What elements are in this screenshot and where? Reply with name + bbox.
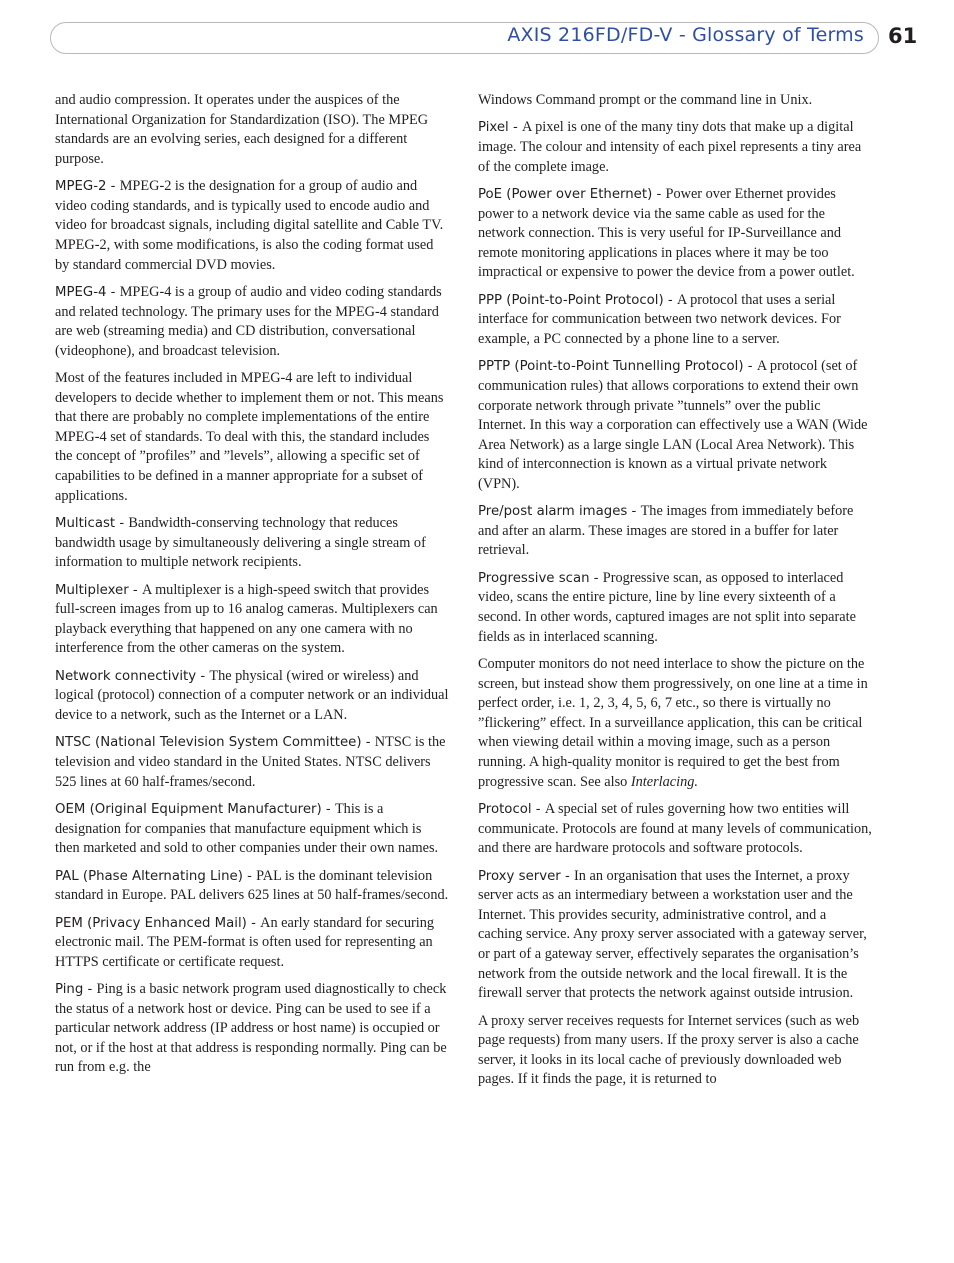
- document-title: AXIS 216FD/FD-V - Glossary of Terms: [507, 24, 864, 46]
- glossary-entry: [478, 800, 872, 859]
- glossary-definition: A protocol (set of communication rules) that allows corporations to extend their own corporate network through private ”tunnels” over the public Internet. In this way a corporation can effectively use a WAN (Wide Area Network) as a large single LAN (Local Area Network). This kind of interconnection is known as a virtual private network (VPN).: [478, 358, 868, 492]
- glossary-term: NTSC (National Television System Committee) -: [55, 735, 375, 751]
- glossary-entry: [55, 177, 449, 275]
- glossary-entry: [55, 514, 449, 573]
- glossary-definition: A multiplexer is a high-speed switch that provides full-screen images from up to 16 analog cameras. Multiplexers can playback everything that happened on any one camera with no interference from the other cameras on the system.: [55, 581, 438, 657]
- glossary-entry: [55, 980, 449, 1078]
- glossary-entry: [478, 118, 872, 177]
- glossary-definition: Most of the features included in MPEG-4 are left to individual developers to decide whether to implement them or not. This means that there are probably no complete implementations of the entire MPEG-4 set of standards. To deal with this, the standard includes the concept of ”profiles” and ”levels”, allowing a specific set of capabilities to be defined in a manner appropriate for a subset of applications.: [55, 370, 444, 504]
- left-column: [55, 91, 449, 1086]
- glossary-definition: Progressive scan, as opposed to interlaced video, scans the entire picture, line by line every sixteenth of a second. In other words, captured images are not split into separate fields as in interlaced scanning.: [478, 569, 856, 645]
- glossary-term: Pixel -: [478, 120, 523, 136]
- glossary-definition: A protocol that uses a serial interface for communication between two network devices. For example, a PC connected by a phone line to a server.: [478, 291, 841, 347]
- glossary-definition: In an organisation that uses the Internet, a proxy server acts as an intermediary between a workstation user and the Internet. This provides security, administrative control, and a caching service. Any proxy server associated with a gateway server, or part of a gateway server, effectively separates the organisation’s network from the outside network and the local firewall. It is the firewall server that protects the network against outside intrusion.: [478, 867, 867, 1002]
- glossary-entry: [55, 91, 449, 169]
- glossary-term: OEM (Original Equipment Manufacturer) -: [55, 801, 335, 817]
- glossary-term: MPEG-4 -: [55, 284, 120, 300]
- glossary-definition: and audio compression. It operates under the auspices of the International Organization for Standardization (ISO). The MPEG standards are an evolving series, each designed for a different purpose.: [55, 92, 429, 167]
- glossary-definition: A proxy server receives requests for Internet services (such as web page requests) from many users. If the proxy server is also a cache server, it looks in its local cache of previously downloaded web pages. If it finds the page, it is returned to: [478, 1012, 860, 1088]
- glossary-entry: [478, 91, 872, 111]
- right-column: [478, 91, 872, 1098]
- glossary-definition: A special set of rules governing how two entities will communicate. Protocols are found at many levels of communication, and there are hardware protocols and software protocols.: [478, 800, 872, 857]
- page-number: 61: [888, 24, 918, 48]
- glossary-entry: [478, 291, 872, 350]
- glossary-entry: [55, 283, 449, 361]
- glossary-entry: [55, 733, 449, 792]
- glossary-definition: MPEG-4 is a group of audio and video coding standards and related technology. The primary uses for the MPEG-4 standard are web (streaming media) and CD distribution, conversational (videophone), and broadcast television.: [55, 283, 442, 359]
- glossary-entry: [478, 569, 872, 647]
- glossary-term: MPEG-2 -: [55, 179, 120, 195]
- glossary-definition: A pixel is one of the many tiny dots that make up a digital image. The colour and intensity of each pixel represents a tiny area of the complete image.: [478, 119, 862, 175]
- glossary-entry: [478, 655, 872, 792]
- glossary-term: Multiplexer -: [55, 582, 142, 598]
- glossary-entry: [55, 667, 449, 726]
- glossary-term: PEM (Privacy Enhanced Mail) -: [55, 915, 261, 931]
- glossary-definition: NTSC is the television and video standard in the United States. NTSC delivers 525 lines at 60 half-frames/second.: [55, 734, 446, 790]
- glossary-entry: [55, 867, 449, 906]
- glossary-definition: Computer monitors do not need interlace to show the picture on the screen, but instead show them progressively, on one line at a time in perfect order, i.e. 1, 2, 3, 4, 5, 6, 7 etc., so there is virtually no ”flickering” effect. In a surveillance application, this can be critical when viewing detail within a moving image, such as a person running. A high-quality monitor is required to get the best from progressive scan. See also: [478, 656, 868, 790]
- glossary-term: Progressive scan -: [478, 570, 603, 586]
- glossary-definition: Windows Command prompt or the command line in Unix.: [478, 92, 813, 108]
- glossary-term: Ping -: [55, 982, 97, 998]
- glossary-term: PAL (Phase Alternating Line) -: [55, 868, 257, 884]
- glossary-term: PPP (Point-to-Point Protocol) -: [478, 292, 677, 308]
- glossary-definition: The images from immediately before and after an alarm. These images are stored in a buffer for later retrieval.: [478, 503, 854, 559]
- glossary-definition: An early standard for securing electronic mail. The PEM-format is often used for representing an HTTPS certificate or certificate request.: [55, 914, 435, 970]
- glossary-entry: [478, 502, 872, 561]
- glossary-definition: The physical (wired or wireless) and logical (protocol) connection of a computer network or an individual device to a network, such as the Internet or a LAN.: [55, 667, 449, 723]
- glossary-term: Protocol -: [478, 801, 545, 817]
- glossary-term: Multicast -: [55, 516, 129, 532]
- glossary-term: Pre/post alarm images -: [478, 504, 641, 520]
- glossary-entry: [478, 357, 872, 494]
- cross-reference: Interlacing.: [630, 773, 698, 790]
- glossary-entry: [55, 800, 449, 859]
- glossary-definition: Bandwidth-conserving technology that reduces bandwidth usage by simultaneously delivering a single stream of information to multiple network recipients.: [55, 515, 426, 571]
- glossary-definition: Power over Ethernet provides power to a network device via the same cable as used for the network connection. This is very useful for IP-Surveillance and remote monitoring applications in places where it may be too impractical or expensive to power the device from a power outlet.: [478, 185, 855, 281]
- glossary-entry: [478, 185, 872, 283]
- glossary-entry: [55, 581, 449, 659]
- glossary-entry: [478, 867, 872, 1004]
- glossary-entry: [55, 369, 449, 506]
- glossary-definition: MPEG-2 is the designation for a group of audio and video coding standards, and is typically used to encode audio and video for broadcast signals, including digital satellite and Cable TV. MPEG-2, with some modifications, is also the coding format used by standard commercial DVD movies.: [55, 178, 444, 273]
- glossary-term: PPTP (Point-to-Point Tunnelling Protocol) -: [478, 359, 757, 375]
- glossary-definition: This is a designation for companies that manufacture equipment which is then marketed and sold to other companies under their own names.: [55, 800, 439, 857]
- glossary-definition: Ping is a basic network program used diagnostically to check the status of a network host or device. Ping can be used to see if a particular network address (IP address or host name) is occupied or not, or if the host at that address is responding normally. Ping can be run from e.g. the: [55, 981, 447, 1076]
- glossary-entry: [55, 914, 449, 973]
- glossary-definition: PAL is the dominant television standard in Europe. PAL delivers 625 lines at 50 half-frames/second.: [55, 867, 449, 904]
- glossary-term: Proxy server -: [478, 868, 574, 884]
- glossary-entry: [478, 1012, 872, 1090]
- glossary-term: Network connectivity -: [55, 668, 210, 684]
- glossary-term: PoE (Power over Ethernet) -: [478, 186, 666, 202]
